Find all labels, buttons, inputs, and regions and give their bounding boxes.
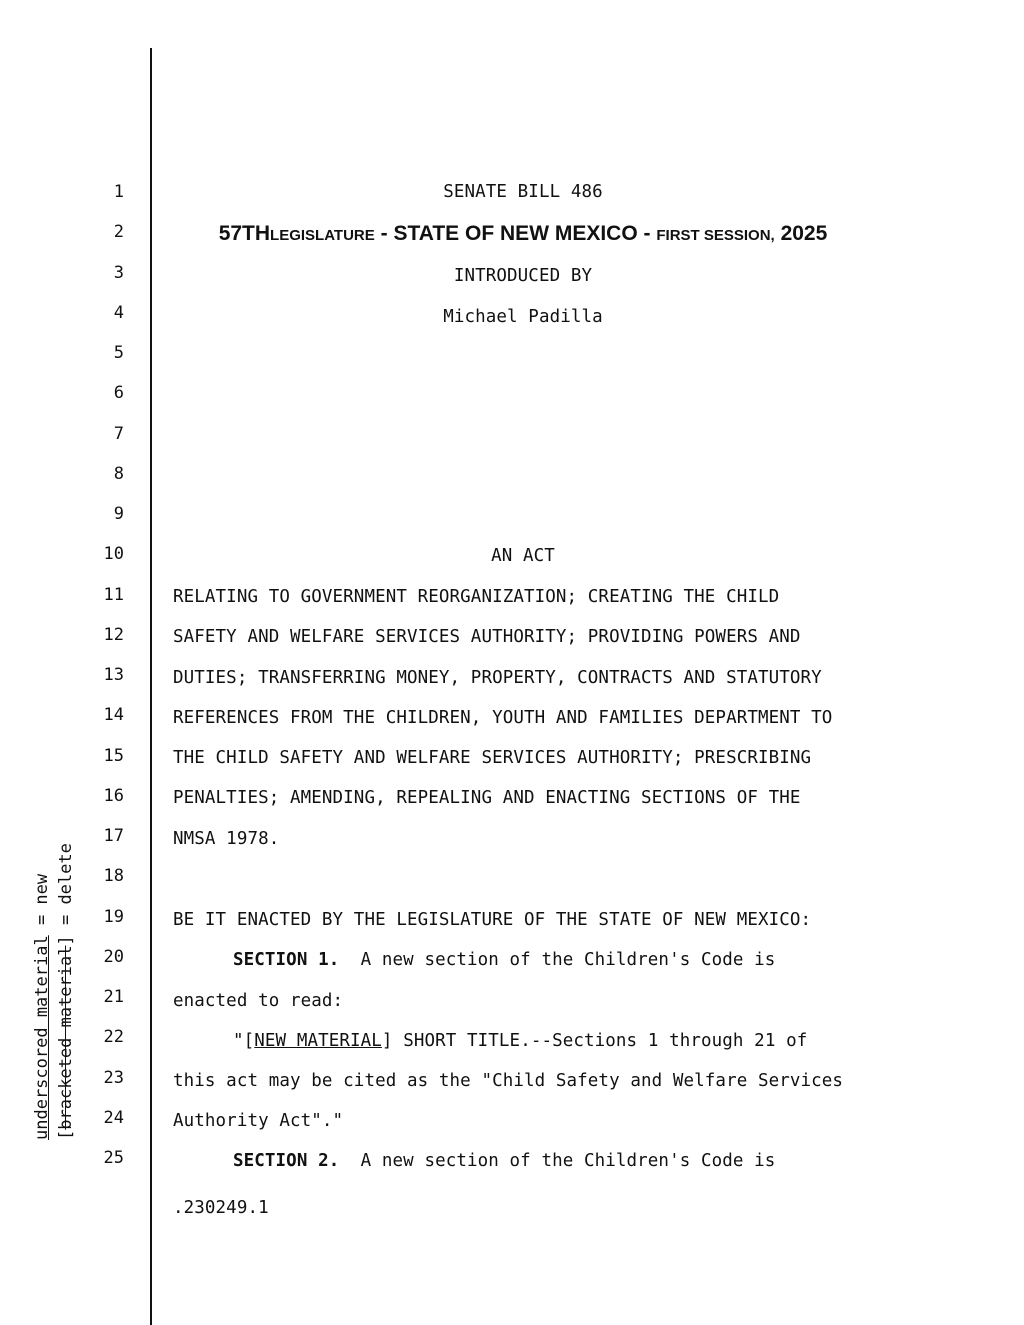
legislature-line <box>173 222 873 248</box>
short-title-line-3: Authority Act"." <box>173 1111 344 1131</box>
line-number: 21 <box>103 987 124 1007</box>
line-number: 8 <box>113 464 124 484</box>
line-number: 1 <box>113 182 124 202</box>
line-number: 22 <box>103 1027 124 1047</box>
act-title-line: DUTIES; TRANSFERRING MONEY, PROPERTY, CONTRACTS AND STATUTORY <box>173 668 822 688</box>
act-title-line: THE CHILD SAFETY AND WELFARE SERVICES AUTHORITY; PRESCRIBING <box>173 748 812 768</box>
separator: - <box>643 222 651 245</box>
session-name: FIRST SESSION, <box>656 227 775 244</box>
state-name: STATE OF NEW MEXICO <box>393 222 638 245</box>
margin-rule <box>150 48 152 1325</box>
line-number: 14 <box>103 705 124 725</box>
line-number: 2 <box>113 222 124 242</box>
line-number: 13 <box>103 665 124 685</box>
line-number: 19 <box>103 907 124 927</box>
line-number: 17 <box>103 826 124 846</box>
section-1-continuation: enacted to read: <box>173 991 344 1011</box>
line-number: 23 <box>103 1068 124 1088</box>
section-2-label: SECTION 2. <box>233 1151 340 1171</box>
line-number: 3 <box>113 263 124 283</box>
act-title-line: RELATING TO GOVERNMENT REORGANIZATION; CREATING THE CHILD <box>173 587 780 607</box>
document-id: .230249.1 <box>173 1198 269 1218</box>
line-number: 4 <box>113 303 124 323</box>
short-title-text: ] SHORT TITLE.--Sections 1 through 21 of <box>381 1031 808 1051</box>
act-heading: AN ACT <box>491 546 555 566</box>
legend-underscored-text: underscored material <box>32 935 52 1140</box>
section-2-line <box>233 1151 775 1171</box>
enacting-clause: BE IT ENACTED BY THE LEGISLATURE OF THE STATE OF NEW MEXICO: <box>173 910 812 930</box>
legend-equals-delete: = delete <box>56 843 76 936</box>
line-number: 9 <box>113 504 124 524</box>
line-number: 6 <box>113 383 124 403</box>
legend-bracketed-text: bracketed material <box>56 945 76 1130</box>
legend-bracket-open: [ <box>56 1129 76 1140</box>
line-number: 5 <box>113 343 124 363</box>
short-title-line-2: this act may be cited as the "Child Safety and Welfare Services <box>173 1071 844 1091</box>
section-2-text: A new section of the Children's Code is <box>339 1151 776 1171</box>
section-1-label: SECTION 1. <box>233 950 340 970</box>
quote-open: "[ <box>233 1031 255 1051</box>
section-1-text: A new section of the Children's Code is <box>339 950 776 970</box>
legend-equals-new: = new <box>32 873 52 936</box>
new-material-marker: NEW MATERIAL <box>254 1031 382 1051</box>
line-number: 16 <box>103 786 124 806</box>
introduced-by: INTRODUCED BY <box>453 266 593 286</box>
line-number: 25 <box>103 1148 124 1168</box>
section-1-line <box>233 950 775 970</box>
short-title-line <box>233 1031 807 1051</box>
line-number: 20 <box>103 947 124 967</box>
line-number: 10 <box>103 544 124 564</box>
legend-bracket-close: ] <box>56 935 76 946</box>
line-number-column <box>0 0 140 1325</box>
act-title-line: NMSA 1978. <box>173 829 280 849</box>
session-year: 2025 <box>780 222 828 245</box>
legislature-word: LEGISLATURE <box>270 227 375 244</box>
legislature-number: 57TH <box>218 222 271 245</box>
sponsor-name: Michael Padilla <box>443 307 603 327</box>
act-title-line: PENALTIES; AMENDING, REPEALING AND ENACTING SECTIONS OF THE <box>173 788 801 808</box>
line-number: 11 <box>103 585 124 605</box>
line-number: 12 <box>103 625 124 645</box>
bill-title: SENATE BILL 486 <box>443 182 603 202</box>
act-title-line: REFERENCES FROM THE CHILDREN, YOUTH AND FAMILIES DEPARTMENT TO <box>173 708 833 728</box>
separator: - <box>380 222 388 245</box>
line-number: 15 <box>103 746 124 766</box>
line-number: 18 <box>103 866 124 886</box>
line-number: 7 <box>113 424 124 444</box>
line-number: 24 <box>103 1108 124 1128</box>
act-title-line: SAFETY AND WELFARE SERVICES AUTHORITY; PROVIDING POWERS AND <box>173 627 801 647</box>
